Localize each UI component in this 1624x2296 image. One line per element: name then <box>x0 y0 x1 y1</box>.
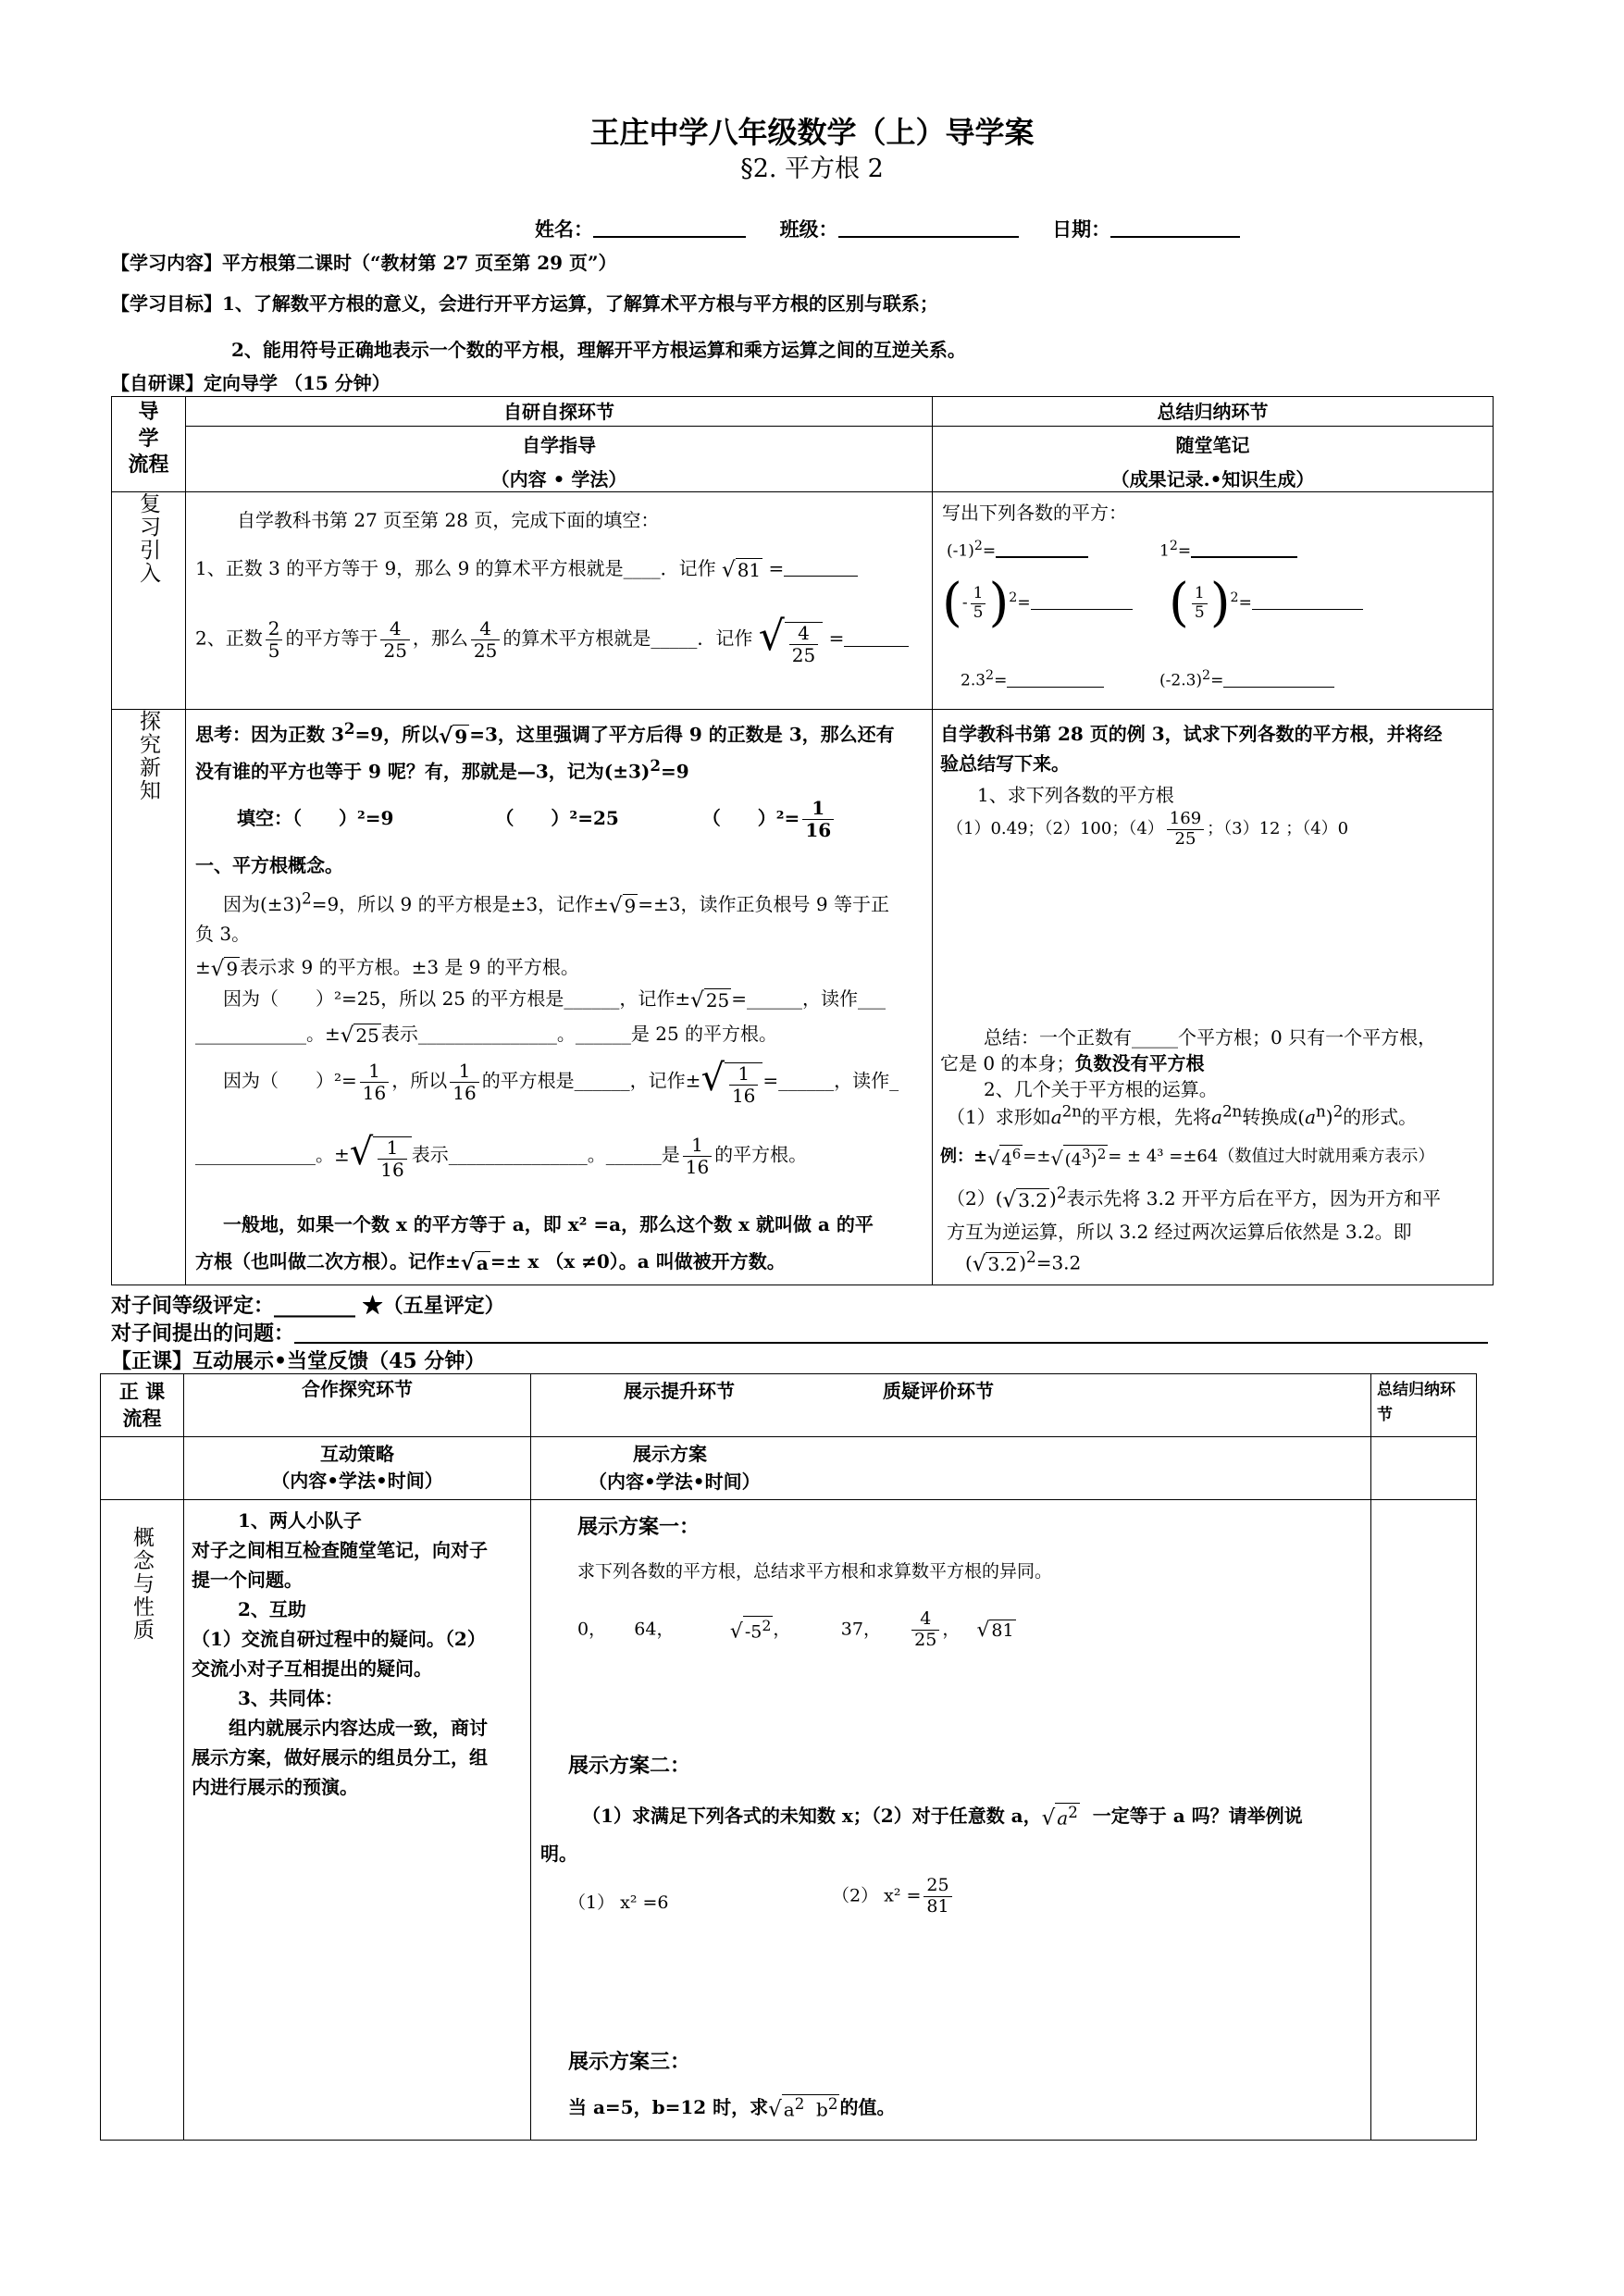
pair-rating: 对子间等级评定：________ ★（五星评定） <box>111 1294 505 1318</box>
class-summary-header: 总结归纳环节 <box>1371 1374 1477 1437</box>
self-guide-subheader: 自学指导 （内容 • 学法） <box>186 427 933 492</box>
showcase-plan-subheader: 展示方案 （内容•学法•时间） <box>531 1436 1371 1499</box>
interaction-strategy-subheader: 互动策略 （内容•学法•时间） <box>184 1436 531 1499</box>
name-blank[interactable] <box>593 216 746 238</box>
notes-subheader: 随堂笔记 （成果记录.•知识生成） <box>933 427 1494 492</box>
coop-explore-header: 合作探究环节 <box>184 1374 531 1437</box>
review-notes-cell: 写出下列各数的平方： $(-1)^2=$ $1^2=$ (- $\frac{1}{5}$ )$^2$= ( $\frac{1}{5}$ )$^2$= $2.3^2=$ $(-2.3)^2=$ <box>933 492 1494 710</box>
explore-label-cell: 探究新知 <box>112 710 186 1285</box>
flow-header: 导 学 流程 <box>112 397 186 492</box>
pair-question: 对子间提出的问题： <box>111 1318 1488 1347</box>
self-explore-header: 自研自探环节 <box>186 397 933 427</box>
page-subtitle: §2. 平方根 2 <box>740 155 884 183</box>
learning-content: 【学习内容】平方根第二课时（“教材第 27 页至第 29 页”） <box>111 252 617 274</box>
pair-question-blank[interactable] <box>294 1322 1488 1344</box>
learning-goal-1: 【学习目标】1、了解数平方根的意义，会进行开平方运算，了解算术平方根与平方根的区别与联系； <box>111 292 938 315</box>
plan-3-title: 展示方案三： <box>568 2049 691 2074</box>
class-blank[interactable] <box>838 216 1019 238</box>
page-title: 王庄中学八年级数学（上）导学案 <box>589 115 1035 150</box>
date-label: 日期： <box>1052 217 1111 241</box>
self-study-heading: 【自研课】定向导学 （15 分钟） <box>111 372 391 394</box>
review-content-cell: 自学教科书第 27 页至第 28 页，完成下面的填空： 1、正数 3 的平方等于 9，那么 9 的算术平方根就是____．记作 √ 81 = 2、正数 $\frac{2}{5}$ 的平方等于 $\frac{4}{25}$ ，那么 $\frac{4}{25}$ 的算术平方根就是_____．记作 √ $\frac{4}{25}$ = <box>186 492 933 710</box>
plan-1-title: 展示方案一： <box>577 1514 700 1539</box>
class-label: 班级： <box>779 217 838 241</box>
learning-goal-2: 2、能用符号正确地表示一个数的平方根，理解开平方根运算和乘方运算之间的互逆关系。 <box>231 339 966 361</box>
plan-2-title: 展示方案二： <box>568 1753 691 1778</box>
name-label: 姓名： <box>535 217 593 241</box>
review-label-cell: 复习引入 <box>112 492 186 710</box>
explore-content-cell: 思考：因为正数 $3^2=9$，所以√ 9 =3，这里强调了平方后得 9 的正数是 3，那么还有 没有谁的平方也等于 9 呢？有，那就是—3，记为$(\pm 3)^2=9$ 填空：（ ）²=9 （ ）²=25 （ ）²= $\frac{1}{16}$ 一、平方根概念。 因为$(\pm 3)^2=9$，所以 9 的平方根是±3，记作±√ 9 =±3，读作正负根号 9 等于正 负 3。 ±√ 9 表示求 9 的平方根。±3 是 9 的平方根。 因为（ ）²=25，所以 25 的平方根是______，记作±√ 25 =______，读作___ ____________。±√ 25 表示_______________。______是 25 的平方根。 因为（ ）²= $\frac{1}{16}$ ，所以 $\frac{1}{16}$ 的平方根是______，记作±√ $\frac{1}{16}$ =______，读作_ _____________。±√ $\frac{1}{16}$ 表示_______________。______是 $\frac{1}{16}$ 的平方根。 一般地，如果一个数 x 的平方等于 a，即 x² =a，那么这个数 x 就叫做 a 的平 方根（也叫做二次方根）。记作±√ a =± x （x ≠0）。a 叫做被开方数。 <box>186 710 933 1285</box>
date-blank[interactable] <box>1110 216 1240 238</box>
coop-strategy-cell: 1、两人小队子 对子之间相互检查随堂笔记，向对子 提一个问题。 2、互助 （1）交流自研过程中的疑问。（2） 交流小对子互相提出的疑问。 3、共同体： 组内就展示内容达成一致，商讨 展示方案，做好展示的组员分工，组 内进行展示的预演。 <box>184 1499 531 2140</box>
class-flow-header: 正 课 流程 <box>101 1374 184 1437</box>
self-study-table <box>111 396 1494 1285</box>
main-class-table <box>100 1373 1477 2141</box>
showcase-header: 展示提升环节 质疑评价环节 <box>531 1374 1371 1437</box>
summary-header: 总结归纳环节 <box>933 397 1494 427</box>
explore-notes-cell: 自学教科书第 28 页的例 3，试求下列各数的平方根，并将经 验总结写下来。 1、求下列各数的平方根 （1）0.49；（2）100；（4） $\frac{169}{25}$ ；（3）12 ；（4）0 总结：一个正数有_____个平方根；0 只有一个平方根， 它是 0 的本身；负数没有平方根 2、几个关于平方根的运算。 （1）求形如$a^{2n}$的平方根，先将$a^{2n}$转换成$(a^n)^2$的形式。 例：±√ $4^6$ =±√ $(4^3)^2$ = ± 4³ =±64（数值过大时就用乘方表示） （2）(√ 3.2 )$^2$表示先将 3.2 开平方后在平方，因为开方和平 方互为逆运算，所以 3.2 经过两次运算后依然是 3.2。即 (√ 3.2 )$^2$=3.2 <box>933 710 1494 1285</box>
showcase-plans-cell: 展示方案一： 求下列各数的平方根，总结求平方根和求算数平方根的异同。 0， 64， √ $-5^2$ ， 37， $\frac{4}{25}$ ， √ 81 展示方案二： （1）求满足下列各式的未知数 x；（2）对于任意数 a，√ $a^2$ 一定等于 a 吗？请举例说 明。 （1） x² =6 （2） x² = $\frac{25}{81}$ 展示方案三： 当 a=5，b=12 时，求√ $a^2$ $b^2$ 的值。 <box>531 1499 1371 2140</box>
concept-label-cell: 概念与性质 <box>101 1499 184 2140</box>
main-class-heading: 【正课】互动展示•当堂反馈（45 分钟） <box>111 1349 486 1373</box>
student-info-bar <box>535 215 1240 242</box>
